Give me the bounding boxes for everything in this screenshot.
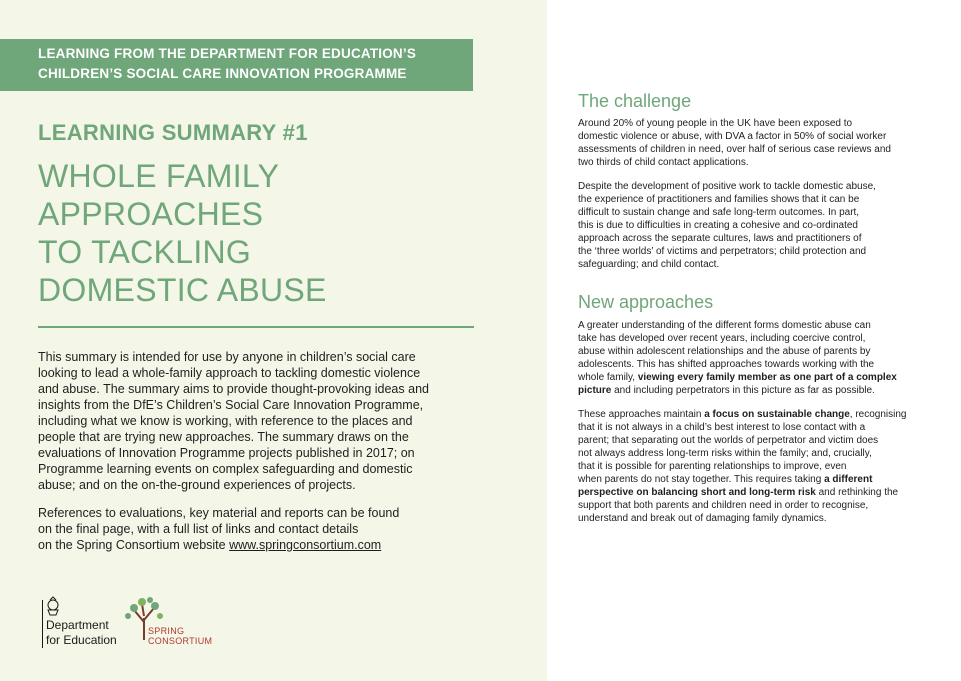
intro-line: people that are trying new approaches. The summary draws on the [38, 430, 409, 444]
refs-line-3 [38, 537, 381, 553]
challenge-line: approach across the separate cultures, laws and practitioners of [578, 233, 862, 244]
approaches-line: that it is possible for parenting relationships to improve, even [578, 461, 847, 472]
challenge-line: Despite the development of positive work to tackle domestic abuse, [578, 181, 876, 192]
approaches-emphasis: picture [578, 385, 612, 396]
challenge-line: two thirds of child contact applications. [578, 157, 749, 168]
approaches-line: that it is not always in a child’s best interest to lose contact with a [578, 422, 866, 433]
dfe-logo-rule [42, 600, 43, 648]
royal-crest-icon [40, 596, 62, 618]
challenge-line: domestic violence or abuse, with DVA a factor in 50% of social worker [578, 131, 887, 142]
approaches-line: A greater understanding of the different forms domestic abuse can [578, 320, 871, 331]
approaches-line [578, 408, 906, 421]
divider [38, 326, 474, 328]
approaches-text: These approaches maintain [578, 409, 705, 420]
intro-line: abuse; and on the on-the-ground experiences of projects. [38, 478, 356, 492]
approaches-line: not always address long-term risks within the family; and, crucially, [578, 448, 872, 459]
spring-logo-line-2: CONSORTIUM [148, 636, 213, 646]
approaches-text: whole family, [578, 372, 638, 383]
approaches-emphasis: a focus on sustainable change [704, 409, 850, 420]
spring-logo-line-1: SPRING [148, 626, 185, 636]
intro-line: insights from the DfE’s Children’s Social Care Innovation Programme, [38, 398, 424, 412]
approaches-line: understand and break out of damaging family dynamics. [578, 513, 827, 524]
approaches-emphasis: a different [824, 474, 873, 485]
approaches-line [578, 384, 875, 397]
approaches-line: take has developed over recent years, including coercive control, [578, 333, 866, 344]
challenge-line: assessments of children in need, over half of serious case reviews and [578, 144, 891, 155]
approaches-line: support that both parents and children need in order to recognise, [578, 500, 869, 511]
refs-line: References to evaluations, key material and reports can be found [38, 506, 400, 520]
approaches-text: , recognising [849, 409, 907, 420]
title-line-4: DOMESTIC ABUSE [38, 272, 327, 308]
challenge-line: Around 20% of young people in the UK have been exposed to [578, 118, 853, 129]
banner-line-1: LEARNING FROM THE DEPARTMENT FOR EDUCATION’S [38, 46, 417, 61]
challenge-line: the experience of practitioners and families shows that it can be [578, 194, 860, 205]
dfe-logo-line-1: Department [46, 618, 109, 632]
refs-text: on the Spring Consortium website [38, 538, 230, 552]
approaches-emphasis: perspective on balancing short and long-term risk [578, 487, 816, 498]
title-line-2: APPROACHES [38, 196, 264, 232]
intro-line: This summary is intended for use by anyone in children’s social care [38, 350, 416, 364]
approaches-text: and rethinking the [815, 487, 899, 498]
learning-summary-label: LEARNING SUMMARY #1 [38, 120, 308, 145]
title-line-3: TO TACKLING [38, 234, 252, 270]
refs-line: on the final page, with a full list of links and contact details [38, 522, 359, 536]
intro-line: including what we know is working, with reference to the places and [38, 414, 413, 428]
programme-banner [0, 39, 473, 91]
intro-line: and abuse. The summary aims to provide thought-provoking ideas and [38, 382, 429, 396]
challenge-line: safeguarding; and child contact. [578, 259, 720, 270]
challenge-line: difficult to sustain change and safe long-term outcomes. In part, [578, 207, 860, 218]
approaches-line [578, 486, 898, 499]
challenge-line: this is due to difficulties in creating a cohesive and co-ordinated [578, 220, 858, 231]
approaches-line: parent; that separating out the worlds of perpetrator and victim does [578, 435, 879, 446]
approaches-emphasis: viewing every family member as one part of a complex [637, 372, 897, 383]
intro-line: looking to lead a whole-family approach to tackling domestic violence [38, 366, 421, 380]
approaches-text: when parents do not stay together. This requires taking [578, 474, 825, 485]
approaches-line: adolescents. This has shifted approaches towards working with the [578, 359, 875, 370]
new-approaches-heading: New approaches [578, 292, 714, 312]
approaches-line [578, 371, 897, 384]
intro-line: Programme learning events on complex safeguarding and domestic [38, 462, 413, 476]
intro-line: evaluations of Innovation Programme projects published in 2017; on [38, 446, 415, 460]
spring-consortium-logo [118, 596, 218, 652]
dfe-logo [40, 596, 120, 650]
approaches-line [578, 473, 872, 486]
banner-line-2: CHILDREN’S SOCIAL CARE INNOVATION PROGRAMME [38, 66, 407, 81]
approaches-text: and including perpetrators in this picture as far as possible. [611, 385, 875, 396]
title-line-1: WHOLE FAMILY [38, 158, 280, 194]
challenge-heading: The challenge [578, 91, 692, 111]
approaches-line: abuse within adolescent relationships and the abuse of parents by [578, 346, 871, 357]
spring-website-link[interactable]: www.springconsortium.com [229, 538, 382, 552]
dfe-logo-line-2: for Education [46, 633, 117, 647]
challenge-line: the ‘three worlds’ of victims and perpetrators; child protection and [578, 246, 867, 257]
